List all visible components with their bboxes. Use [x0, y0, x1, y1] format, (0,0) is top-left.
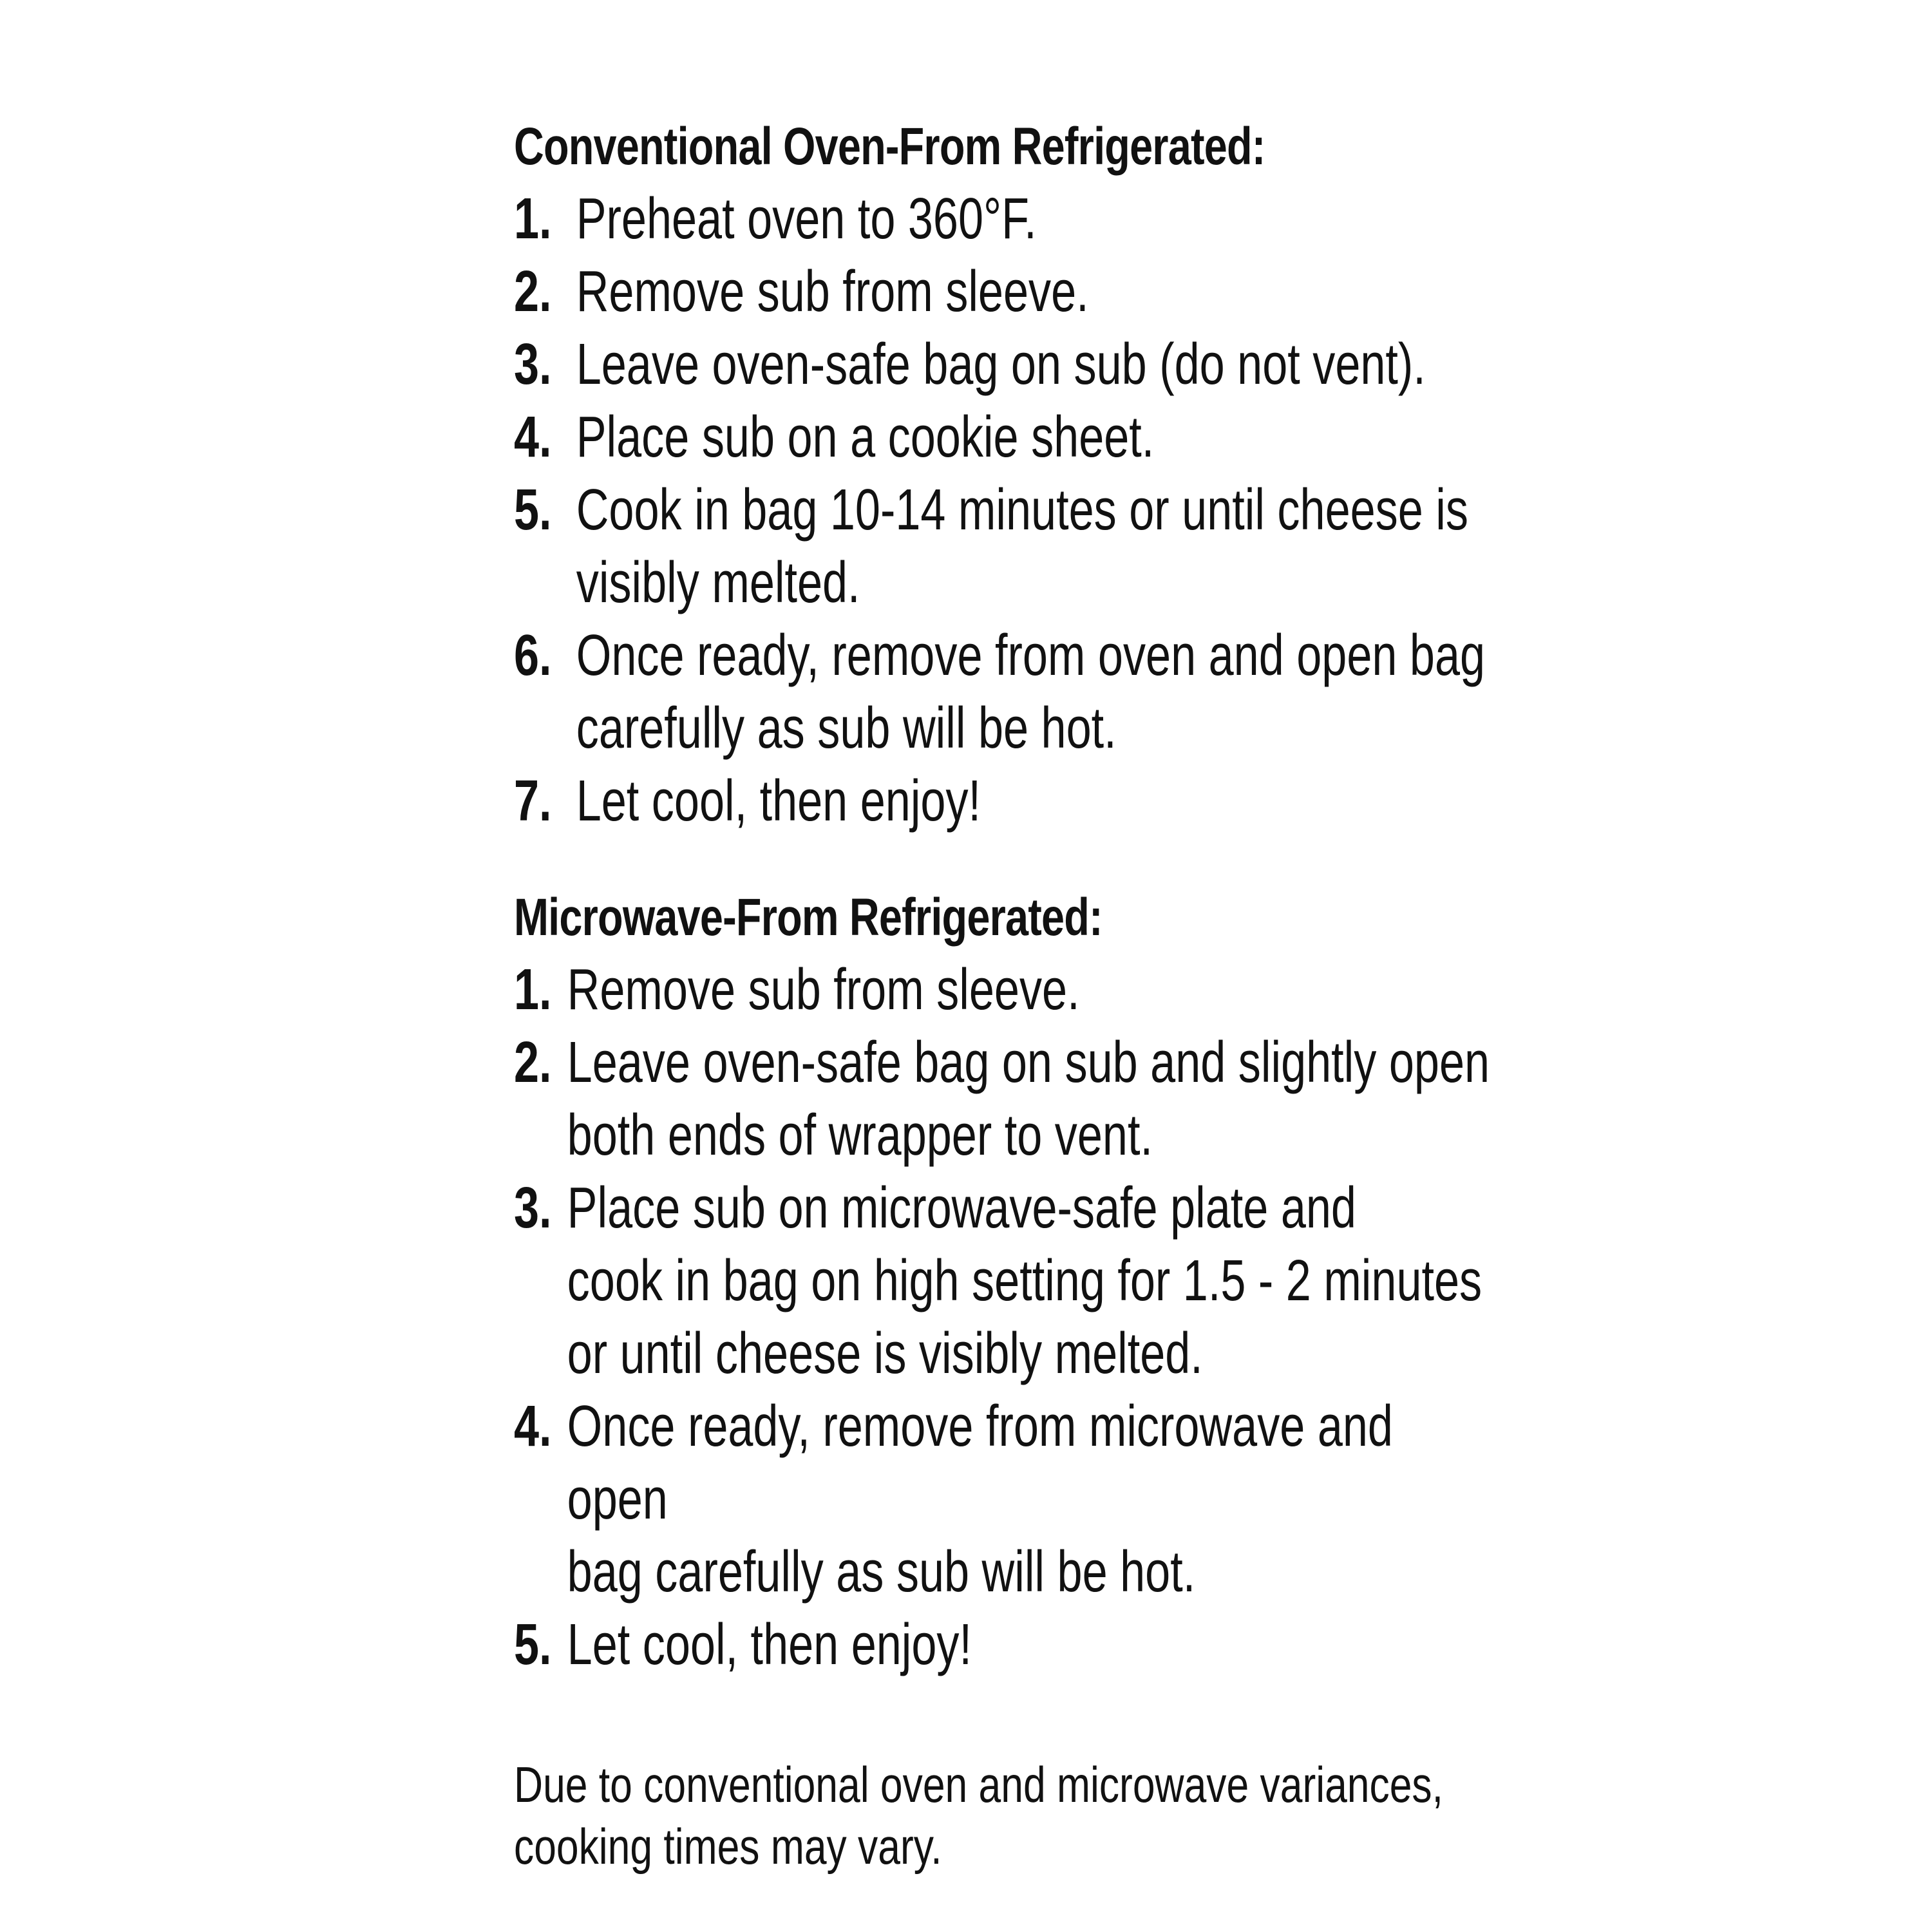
step-list — [514, 954, 1609, 1681]
step-number: 4. — [514, 1394, 552, 1459]
step-text: Once ready, remove from oven and open bag carefully as sub will be hot. — [576, 623, 1486, 761]
step-number: 5. — [514, 478, 552, 542]
section-title: Conventional Oven-From Refrigerated: — [514, 117, 1265, 176]
step-item — [514, 401, 1493, 474]
step-text: Let cool, then enjoy! — [576, 769, 981, 833]
step-item — [514, 1609, 1493, 1681]
step-text: Cook in bag 10-14 minutes or until cheese is visibly melted. — [576, 478, 1469, 615]
step-number: 5. — [514, 1613, 552, 1677]
step-number: 4. — [514, 405, 552, 469]
conventional-oven-section — [514, 111, 1609, 838]
step-text: Leave oven-safe bag on sub (do not vent). — [576, 332, 1426, 397]
step-text: Place sub on microwave-safe plate and cook in bag on high setting for 1.5 - 2 minutes or until cheese is visibly melted. — [567, 1176, 1482, 1386]
step-number: 3. — [514, 332, 552, 397]
step-item — [514, 620, 1493, 765]
step-number: 7. — [514, 769, 552, 833]
cooking-instructions — [514, 111, 1609, 1927]
step-item — [514, 1390, 1493, 1609]
step-item — [514, 328, 1493, 401]
step-list — [514, 183, 1609, 838]
step-number: 3. — [514, 1176, 552, 1240]
step-text: Preheat oven to 360°F. — [576, 187, 1037, 251]
step-text: Let cool, then enjoy! — [567, 1613, 972, 1677]
step-item — [514, 1172, 1493, 1390]
step-number: 1. — [514, 958, 552, 1022]
step-text: Remove sub from sleeve. — [576, 260, 1089, 324]
step-number: 2. — [514, 260, 552, 324]
step-number: 1. — [514, 187, 552, 251]
step-number: 6. — [514, 623, 552, 688]
section-title: Microwave-From Refrigerated: — [514, 888, 1103, 947]
step-item — [514, 474, 1493, 620]
variance-note: Due to conventional oven and microwave variances, cooking times may vary. — [514, 1756, 1443, 1875]
step-item — [514, 765, 1493, 838]
step-text: Leave oven-safe bag on sub and slightly open both ends of wrapper to vent. — [567, 1030, 1490, 1168]
step-item — [514, 183, 1493, 256]
step-number: 2. — [514, 1030, 552, 1095]
step-text: Remove sub from sleeve. — [567, 958, 1080, 1022]
step-item — [514, 954, 1493, 1027]
step-text: Once ready, remove from microwave and open bag carefully as sub will be hot. — [567, 1394, 1393, 1604]
step-text: Place sub on a cookie sheet. — [576, 405, 1155, 469]
microwave-section — [514, 882, 1609, 1681]
step-item — [514, 256, 1493, 328]
step-item — [514, 1027, 1493, 1172]
